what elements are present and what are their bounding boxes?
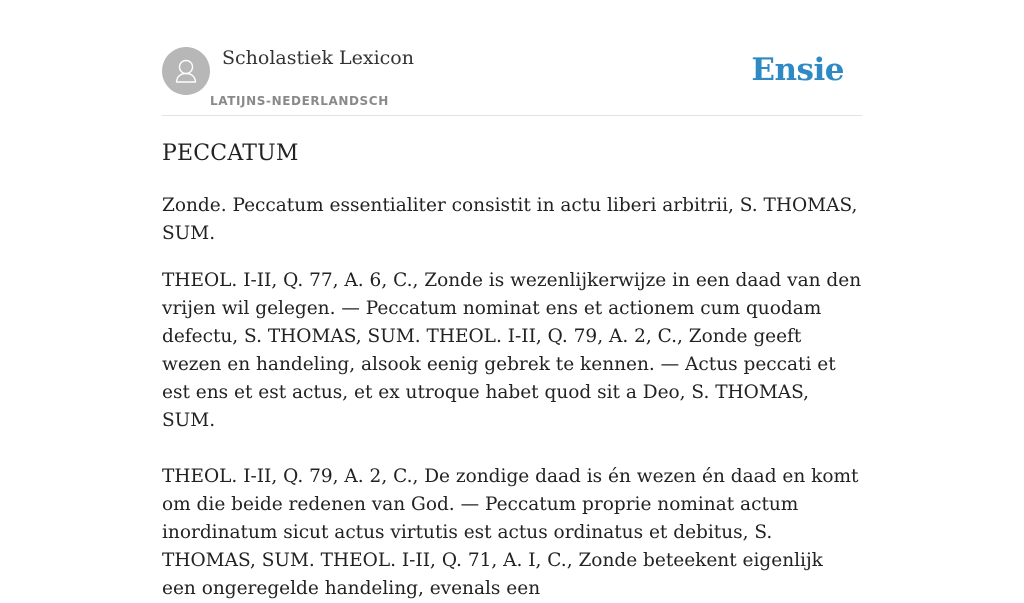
brand-logo[interactable]: Ensie	[751, 52, 844, 88]
site-subtitle: LATIJNS-NEDERLANDSCH	[210, 94, 389, 108]
entry-paragraph: Zonde. Peccatum essentialiter consistit in actu liberi arbitrii, S. THOMAS, SUM.	[162, 195, 858, 244]
entry-paragraph: THEOL. I-II, Q. 77, A. 6, C., Zonde is wezenlijkerwijze in een daad van den vrijen wil gelegen. — Peccatum nominat ens et actionem cum quodam defectu, S. THOMAS, SUM. THEOL. I-II, Q. 79, A. 2, C., Zonde geeft wezen en handeling, alsook eenig gebrek te kennen. — Actus peccati et est ens et est actus, et ex utroque habet quod sit a Deo, S. THOMAS, SUM.	[162, 270, 862, 431]
entry-title: PECCATUM	[162, 141, 299, 166]
entry-content	[162, 138, 862, 603]
site-title[interactable]: Scholastiek Lexicon	[222, 47, 414, 69]
site-header	[162, 46, 862, 116]
avatar[interactable]	[162, 47, 210, 95]
user-icon	[162, 47, 210, 95]
entry-paragraph: THEOL. I-II, Q. 79, A. 2, C., De zondige daad is én wezen én daad en komt om die beide redenen van God. — Peccatum proprie nominat actum inordinatum sicut actus virtutis est actus ordinatus et debitus, S. THOMAS, SUM. THEOL. I-II, Q. 71, A. I, C., Zonde beteekent eigenlijk een ongeregelde handeling, evenals een	[162, 466, 859, 599]
